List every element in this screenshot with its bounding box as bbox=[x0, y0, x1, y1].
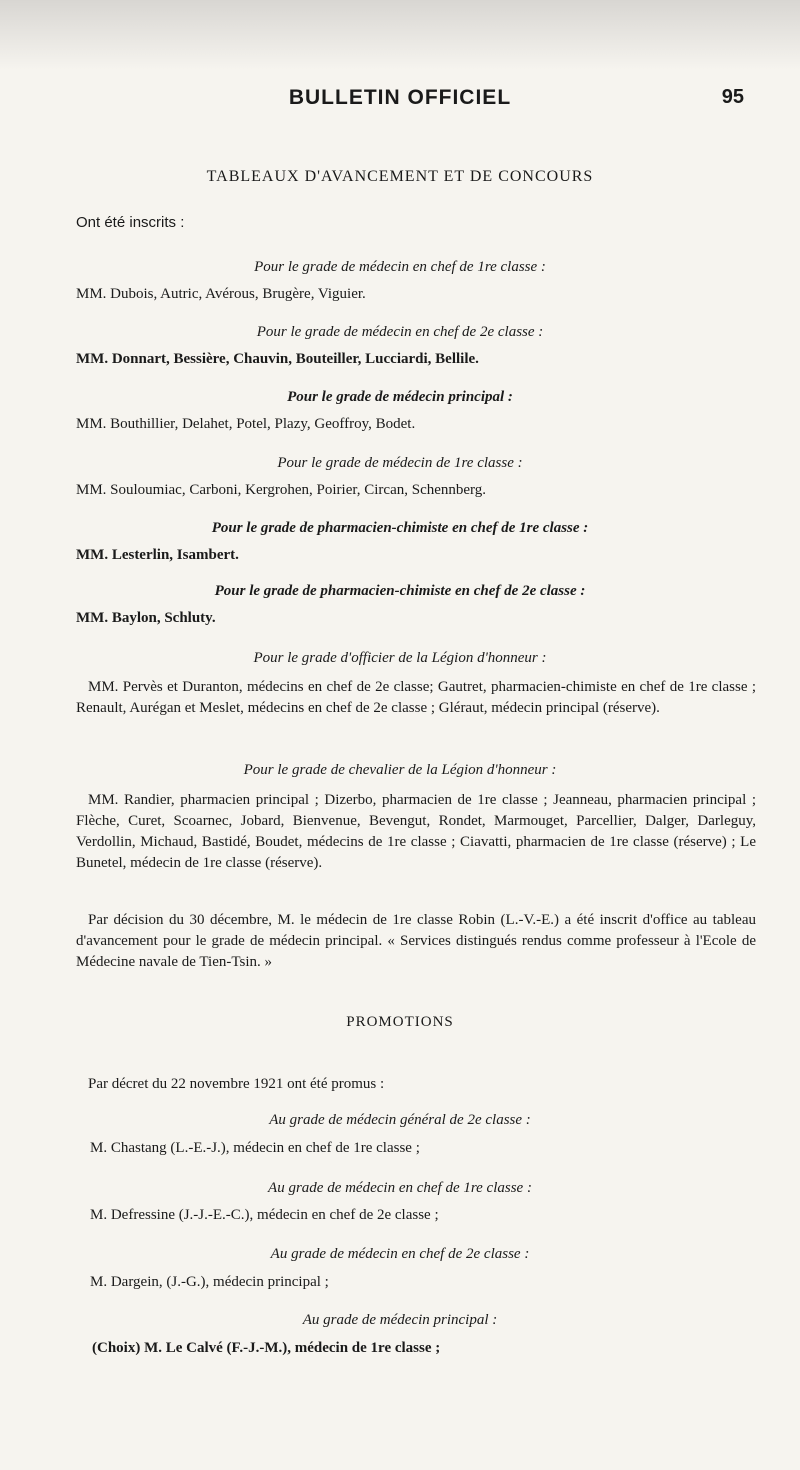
chevalier-paragraph: MM. Randier, pharmacien principal ; Dizerbo, pharmacien de 1re classe ; Jeanneau, pharmacien principal ; Flèche, Curet, Scoarnec, Jobard, Bienvenue, Bevengut, Rondet, Marmouget, Parcellier, Dalger, Darleguy, Verdollin, Michaud, Bastidé, Boudet, médecins de 1re classe ; Ciavatti, pharmacien de 1re classe (réserve) ; Le Bunetel, médecin de 1re classe (réserve). bbox=[76, 792, 756, 871]
page-title: BULLETIN OFFICIEL bbox=[288, 86, 512, 109]
officier-paragraph: MM. Pervès et Duranton, médecins en chef de 2e classe; Gautret, pharmacien-chimiste en chef de 1re classe ; Renault, Aurégan et Meslet, médecins en chef de 2e classe ; Gléraut, médecin principal (réserve). bbox=[76, 679, 756, 716]
section-heading-promotions: PROMOTIONS bbox=[346, 1014, 454, 1030]
grade-heading: Au grade de médecin principal : bbox=[302, 1312, 498, 1328]
promotion-entry: (Choix) M. Le Calvé (F.-J.-M.), médecin de 1re classe ; bbox=[92, 1340, 441, 1356]
grade-heading: Pour le grade de médecin de 1re classe : bbox=[277, 455, 523, 471]
promotion-entry: M. Dargein, (J.-G.), médecin principal ; bbox=[90, 1274, 329, 1290]
grade-heading: Pour le grade de médecin en chef de 1re classe : bbox=[254, 259, 546, 275]
grade-heading: Au grade de médecin général de 2e classe : bbox=[269, 1112, 531, 1128]
decision-paragraph: Par décision du 30 décembre, M. le médecin de 1re classe Robin (L.-V.-E.) a été inscrit d'office au tableau d'avancement pour le grade de médecin principal. « Services distingués rendus comme professeur à l'Ecole de Médecine navale de Tien-Tsin. » bbox=[76, 912, 756, 970]
names-line: MM. Lesterlin, Isambert. bbox=[76, 547, 239, 563]
grade-heading: Au grade de médecin en chef de 2e classe : bbox=[270, 1246, 530, 1262]
grade-heading: Au grade de médecin en chef de 1re classe : bbox=[268, 1180, 532, 1196]
grade-heading: Pour le grade de médecin principal : bbox=[287, 389, 513, 405]
scan-shading bbox=[0, 0, 800, 70]
grade-heading-officier: Pour le grade d'officier de la Légion d'honneur : bbox=[253, 650, 547, 666]
page-number: 95 bbox=[721, 86, 744, 108]
names-line: MM. Dubois, Autric, Avérous, Brugère, Viguier. bbox=[76, 286, 366, 302]
names-line: MM. Souloumiac, Carboni, Kergrohen, Poirier, Circan, Schennberg. bbox=[76, 482, 487, 498]
grade-heading: Pour le grade de médecin en chef de 2e classe : bbox=[256, 324, 544, 340]
promotions-intro: Par décret du 22 novembre 1921 ont été promus : bbox=[88, 1076, 385, 1092]
names-line: MM. Baylon, Schluty. bbox=[76, 610, 216, 626]
grade-heading: Pour le grade de pharmacien-chimiste en chef de 1re classe : bbox=[211, 520, 589, 536]
section-heading-tableaux: TABLEAUX D'AVANCEMENT ET DE CONCOURS bbox=[206, 168, 594, 185]
grade-heading-chevalier: Pour le grade de chevalier de la Légion d'honneur : bbox=[243, 762, 557, 778]
names-line: MM. Bouthillier, Delahet, Potel, Plazy, Geoffroy, Bodet. bbox=[76, 416, 416, 432]
grade-heading: Pour le grade de pharmacien-chimiste en chef de 2e classe : bbox=[214, 583, 586, 599]
promotion-entry: M. Defressine (J.-J.-E.-C.), médecin en chef de 2e classe ; bbox=[90, 1207, 439, 1223]
tableaux-intro: Ont été inscrits : bbox=[76, 214, 185, 231]
names-line: MM. Donnart, Bessière, Chauvin, Bouteiller, Lucciardi, Bellile. bbox=[76, 351, 479, 367]
promotion-entry: M. Chastang (L.-E.-J.), médecin en chef de 1re classe ; bbox=[90, 1140, 420, 1156]
